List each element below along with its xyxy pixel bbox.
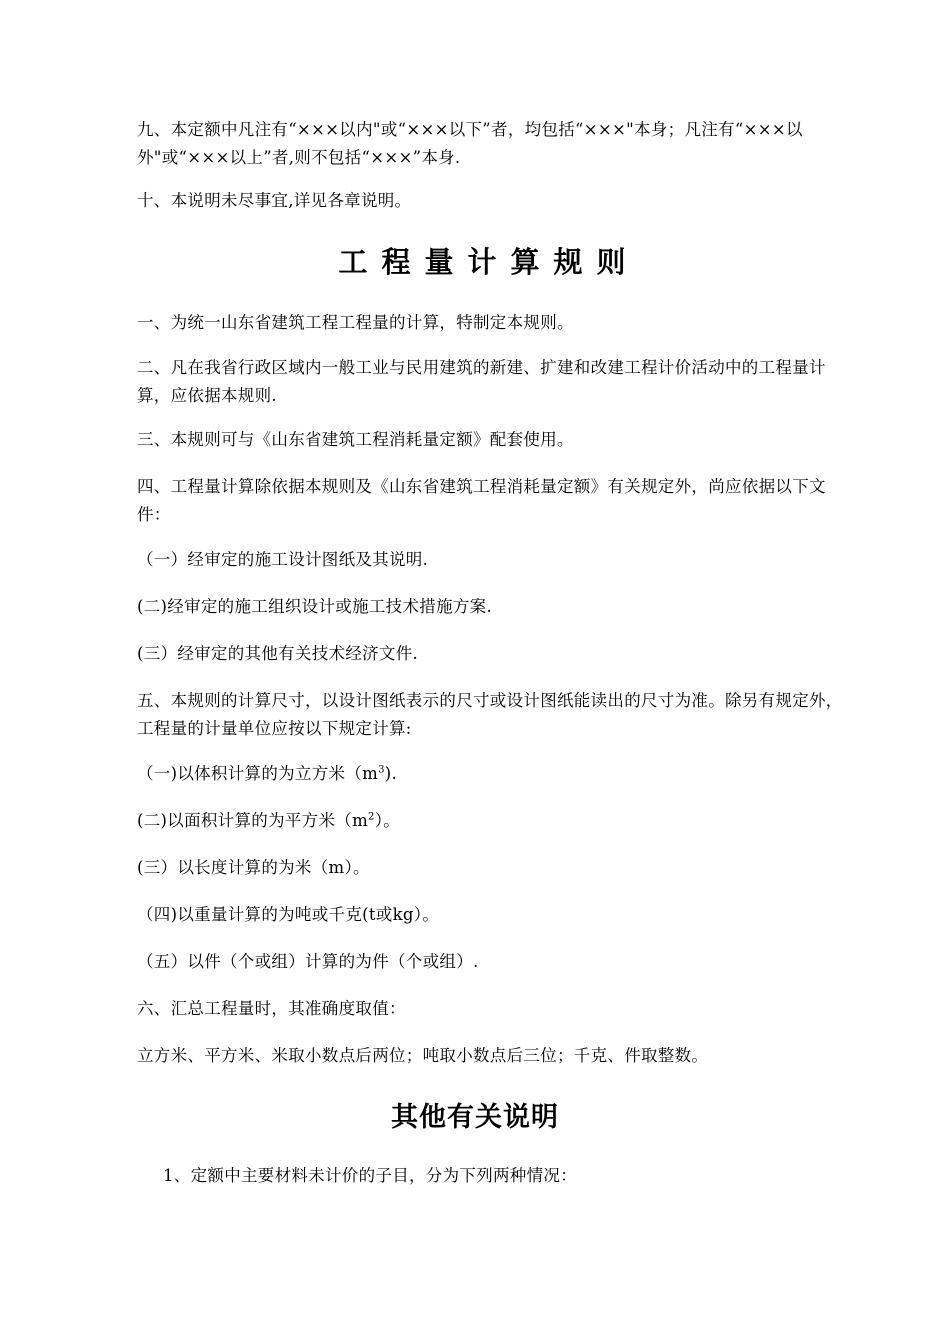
- rule-5-item-2-suffix: ）。: [374, 811, 401, 830]
- rule-5-item-2: [137, 807, 849, 835]
- rule-6: 六、汇总工程量时，其准确度取值：: [137, 999, 406, 1018]
- clause-9: 九、本定额中凡注有“×××以内"或“×××以下”者，均包括“×××"本身；凡注有“×××以外"或“×××以上”者,则不包括“×××”本身.: [137, 120, 803, 167]
- rule-5: 五、本规则的计算尺寸，以设计图纸表示的尺寸或设计图纸能读出的尺寸为准。除另有规定外，工程量的计量单位应按以下规定计算:: [137, 691, 843, 738]
- rule-5-item-1: [137, 760, 849, 788]
- rule-5-item-2-text: (二)以面积计算的为平方米（m: [137, 811, 369, 830]
- rule-5-item-1-text: （一)以体积计算的为立方米（m: [137, 764, 379, 783]
- rule-6-detail: 立方米、平方米、米取小数点后两位；吨取小数点后三位；千克、件取整数。: [137, 1046, 709, 1065]
- rule-5-item-1-suffix: ).: [384, 764, 398, 783]
- superscript-2: 2: [368, 811, 375, 823]
- superscript-3: 3: [378, 764, 385, 776]
- other-note-1: 1、定额中主要材料未计价的子目，分为下列两种情况：: [163, 1166, 577, 1185]
- rule-4-item-2: (二)经审定的施工组织设计或施工技术措施方案.: [137, 597, 493, 616]
- rule-5-item-4: （四)以重量计算的为吨或千克(t或kg）。: [137, 905, 440, 924]
- rules-title: 工程量计算规则: [338, 245, 640, 279]
- rule-3: 三、本规则可与《山东省建筑工程消耗量定额》配套使用。: [137, 430, 574, 449]
- rule-1: 一、为统一山东省建筑工程工程量的计算，特制定本规则。: [137, 313, 574, 332]
- rule-5-item-3: (三）以长度计算的为米（m）。: [137, 858, 370, 877]
- rule-4: 四、工程量计算除依据本规则及《山东省建筑工程消耗量定额》有关规定外，尚应依据以下文件：: [137, 477, 826, 524]
- rule-5-item-5: （五）以件（个或组）计算的为件（个或组）.: [137, 952, 479, 971]
- rule-4-item-1: （一）经审定的施工设计图纸及其说明.: [137, 550, 429, 569]
- other-notes-title: 其他有关说明: [391, 1102, 559, 1133]
- clause-10: 十、本说明未尽事宜,详见各章说明。: [137, 191, 412, 210]
- rule-4-item-3: (三）经审定的其他有关技术经济文件.: [137, 644, 419, 663]
- rule-2: 二、凡在我省行政区域内一般工业与民用建筑的新建、扩建和改建工程计价活动中的工程量计算，应依据本规则.: [137, 358, 826, 405]
